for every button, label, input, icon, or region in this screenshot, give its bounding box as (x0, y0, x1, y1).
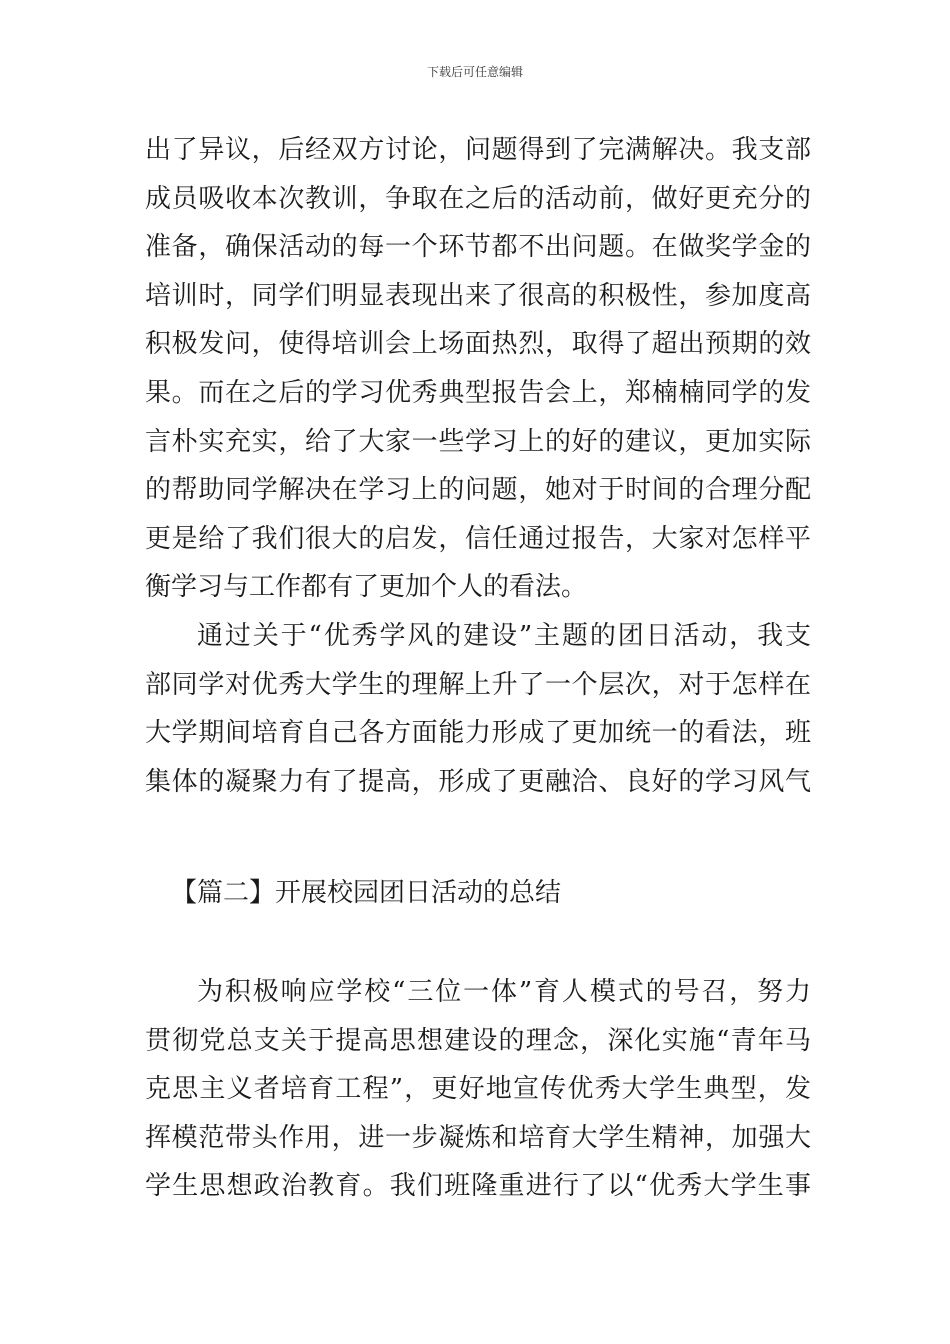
text-line: 言朴实充实，给了大家一些学习上的好的建议，更加实际 (145, 426, 811, 457)
text-line: 果。而在之后的学习优秀典型报告会上，郑楠楠同学的发 (145, 377, 811, 408)
text-line: 为积极响应学校“三位一体”育人模式的号召，努力 (197, 977, 811, 1007)
page-header: 下载后可任意编辑 (426, 65, 523, 79)
paragraph-3 (145, 968, 811, 1211)
section-heading: 【篇二】开展校园团日活动的总结 (171, 878, 562, 908)
paragraph-1 (145, 126, 811, 612)
text-line: 贯彻党总支关于提高思想建设的理念，深化实施“青年马 (145, 1025, 811, 1056)
text-line: 克思主义者培育工程”，更好地宣传优秀大学生典型，发 (145, 1074, 811, 1105)
paragraph-2 (145, 612, 811, 806)
text-line: 挥模范带头作用，进一步凝炼和培育大学生精神，加强大 (145, 1122, 811, 1153)
text-line: 学生思想政治教育。我们班隆重进行了以“优秀大学生事 (145, 1171, 811, 1202)
text-line: 培训时，同学们明显表现出来了很高的积极性，参加度高 (145, 280, 811, 311)
text-line: 准备，确保活动的每一个环节都不出问题。在做奖学金的 (145, 232, 811, 263)
text-line: 集体的凝聚力有了提高，形成了更融洽、良好的学习风气 (145, 766, 811, 797)
text-line: 更是给了我们很大的启发，信任通过报告，大家对怎样平 (145, 523, 811, 554)
text-line: 部同学对优秀大学生的理解上升了一个层次，对于怎样在 (145, 669, 811, 700)
text-line: 的帮助同学解决在学习上的问题，她对于时间的合理分配 (145, 475, 811, 506)
text-line: 通过关于“优秀学风的建设”主题的团日活动，我支 (197, 621, 811, 651)
text-line: 出了异议，后经双方讨论，问题得到了完满解决。我支部 (145, 135, 811, 165)
text-line: 积极发问，使得培训会上场面热烈，取得了超出预期的效 (145, 329, 811, 360)
text-line: 大学期间培育自己各方面能力形成了更加统一的看法，班 (145, 718, 811, 749)
text-line: 成员吸收本次教训，争取在之后的活动前，做好更充分的 (145, 183, 811, 214)
text-line: 衡学习与工作都有了更加个人的看法。 (145, 572, 588, 603)
